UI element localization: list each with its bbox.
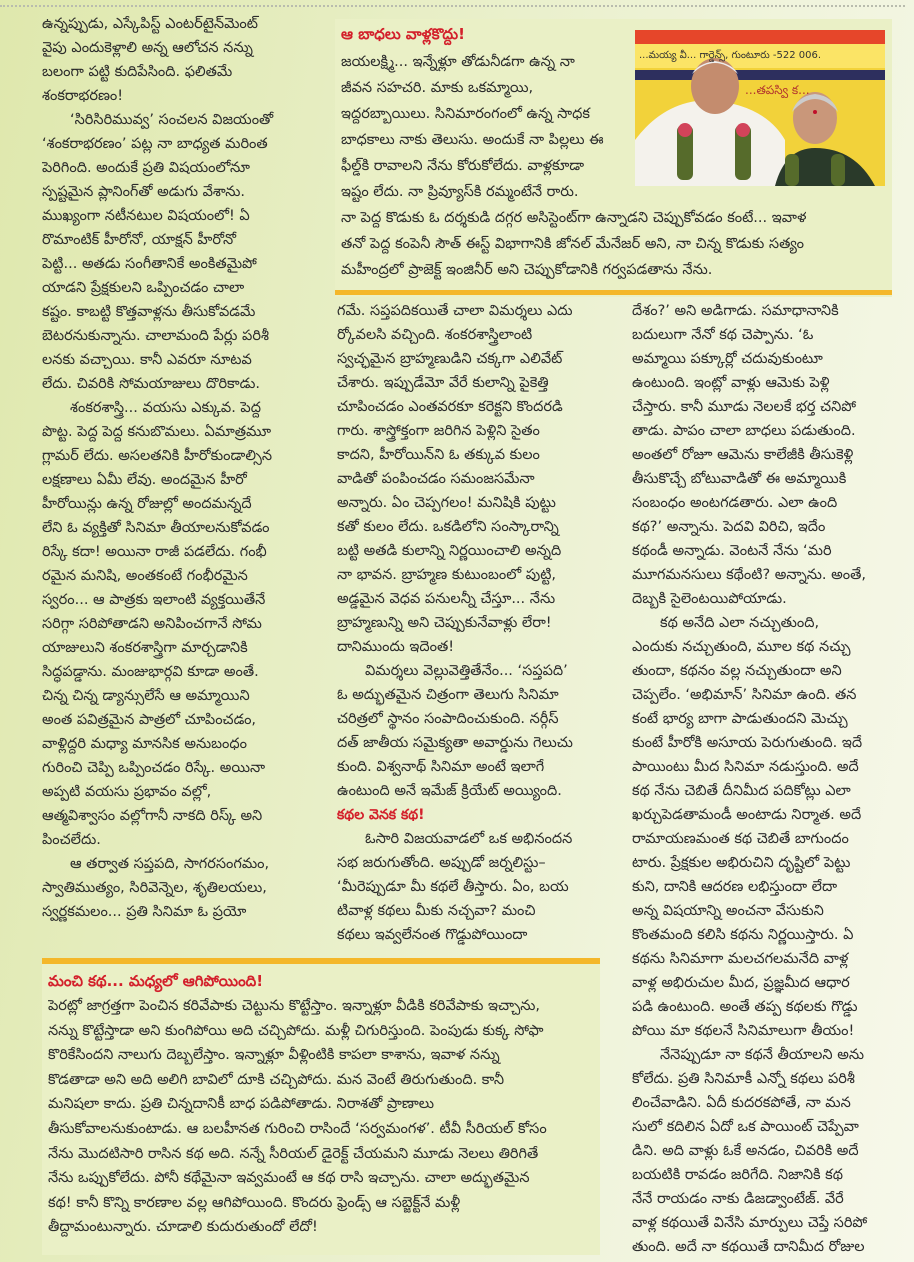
text-line: ఫీల్డ్‌కి రావాలని నేను కోరుకోలేదు. వాళ్లకూడా [341, 158, 585, 174]
text-line: కథ నేను చెబితే దీనిమీద పదికోట్లు ఎలా [632, 783, 851, 799]
paragraph [337, 299, 607, 659]
text-line: సరిగ్గా సరిపోతాడని అనిపించగానే సోమ [42, 616, 262, 632]
text-line: నేనే రాయడం నాకు డిజడ్వాంటేజ్. వేరే [632, 1191, 844, 1207]
text-line: వాళ్ల అభిరుచుల మీద, ప్రజ్ఞమీద ఆధార [632, 975, 850, 991]
text-line: శంకరాభరణం! [42, 88, 124, 104]
subheading: కథల వెనక కథ! [337, 807, 425, 823]
text-line: ఉంటుంది అనే ఇమేజ్ క్రియేట్ అయ్యింది. [337, 783, 562, 799]
text-line: లించేవాడిని. ఏదీ కుదరకపోతే, నా మన [632, 1095, 851, 1111]
text-line: నన్ను కొట్టేస్తాడా అని కుంగిపోయి అది చచ్చిపోదు. మళ్లీ చిగురిస్తుంది. పెంపుడు కుక్క సోఫా [48, 1022, 544, 1039]
text-line: లేదు. చివరికి సోమయాజులు దొరికాడు. [42, 376, 260, 392]
text-line: స్వరం... ఆ పాత్రకు ఇలాంటి వ్యక్తయితేనే [42, 592, 266, 608]
text-line: పాయింటు మీద సినిమా నడుస్తుంది. అదే [632, 759, 859, 775]
text-line: కతో కులం లేదు. ఒకడిలోని సంస్కారాన్ని [337, 519, 559, 535]
text-line: కథ! కానీ కొన్ని కారణాల వల్ల ఆగిపోయింది. కొందరు ఫ్రెండ్స్ ఆ సబ్జెక్ట్‌నే మళ్లీ [48, 1194, 461, 1211]
text-line: నా పెద్ద కొడుకు ఓ దర్శకుడి దగ్గర అసిస్టెంట్‌గా ఉన్నాడని చెప్పుకోవడం కంటే... ఇవాళ [341, 210, 807, 226]
text-line: హీరోయిన్లు ఉన్న రోజుల్లో అందమన్నదే [42, 496, 252, 512]
text-line: గురించి చెప్పి ఒప్పించడం రిస్కే. అయినా [42, 760, 266, 776]
text-line: అన్నారు. ఏం చెప్పగలం! మనిషికి పుట్టు [337, 495, 556, 511]
sidebar-box-story [42, 958, 600, 1255]
text-line: తాడు. పాపం చాలా బాధలు పడుతుంది. [632, 423, 856, 439]
text-line: చేశారు. ఇప్పుడేమో వేరే కులాన్ని పైకెత్తి [337, 375, 549, 391]
text-line: ఖర్చుపెడతామండీ అంటాడు నిర్మాత. అదే [632, 807, 862, 823]
text-line: దత్ జాతీయ సమైక్యతా అవార్డును గెలుచు [337, 735, 573, 751]
article-column-3 [632, 299, 907, 1259]
text-line: ఇద్దరబ్బాయిలు. సినిమారంగంలో ఉన్న సాధక [341, 106, 590, 122]
text-line: ఓసారి విజయవాడలో ఒక అభినందన [365, 831, 573, 847]
text-line: పెరట్లో జాగ్రత్తగా పెంచిన కరివేపాకు చెట్టును కొట్టేస్తాం. ఇన్నాళ్లూ వీడికి కరివేపాకు ఇచ్చాను, [48, 998, 541, 1014]
text-line: స్వర్ణకమలం... ప్రతి సినిమా ఓ ప్రయో [42, 904, 247, 920]
text-line: పించలేదు. [42, 832, 101, 848]
text-line: కంటే భార్య బాగా పాడుతుందని మెచ్చు [632, 711, 848, 727]
paragraph [42, 396, 327, 852]
text-line: దేశం?’ అని అడిగాడు. సమాధానానికి [632, 303, 839, 319]
text-line: ‘మీరెప్పుడూ మీ కథలే తీస్తారు. ఏం, బయ [337, 879, 569, 895]
text-line: రిస్కే కదా! అయినా రాజీ పడలేదు. గంభీ [42, 544, 267, 560]
text-line: పడి ఉంటుంది. అంతే తప్ప కథలకు గొడ్డు [632, 999, 858, 1015]
text-line: ఉన్నప్పుడు, ఎస్కేపిస్ట్ ఎంటర్‌టైన్‌మెంట్ [42, 16, 258, 32]
text-line: తుంది. అదే నా కథయితే దానిమీద రోజుల [632, 1239, 865, 1255]
text-line: జయలక్ష్మి... ఇన్నేళ్లూ తోడునీడగా ఉన్న నా [341, 54, 575, 70]
text-line: తనో పెద్ద కంపెనీ సౌత్ ఈస్ట్ విభాగానికి జోనల్ మేనేజర్ అని, నా చిన్న కొడుకు సత్యం [341, 236, 804, 252]
article-column-2 [337, 299, 607, 947]
text-line: లేని ఓ వ్యక్తితో సినిమా తీయాలనుకోవడం [42, 520, 270, 536]
text-line: పోయి మా కథలనే సినిమాలుగా తీయం! [632, 1023, 855, 1039]
text-line: కుంటే హీరోకి అసూయ పెరుగుతుంది. ఇదే [632, 735, 863, 751]
text-line: టారు. ప్రేక్షకుల అభిరుచిని దృష్టిలో పెట్టు [632, 855, 851, 871]
text-line: యాడని ప్రేక్షకులని ఒప్పించడం చాలా [42, 280, 245, 296]
text-line: అంతలో రోజూ ఆమెను కాలేజీకి తీసుకెళ్లి [632, 447, 854, 463]
paragraph [42, 108, 327, 396]
text-line: గమే. సప్తపదికయితే చాలా విమర్శలు ఎదు [337, 303, 573, 319]
text-line: ‘శంకరాభరణం’ పట్ల నా బాధ్యత మరింత [42, 136, 268, 152]
paragraph [632, 1043, 907, 1259]
text-line: ఇష్టం లేదు. నా ప్రివ్యూస్‌కి రమ్మంటేనే రారు. [341, 184, 579, 200]
text-line: ముఖ్యంగా నటీనటుల విషయంలో! ఏ [42, 208, 250, 224]
text-line: సిద్ధపడ్డాను. మంజుభార్గవి కూడా అంతే. [42, 664, 259, 680]
text-line: కష్టం. కాబట్టి కొత్తవాళ్లను తీసుకోవడమే [42, 304, 256, 320]
text-line: బలంగా పట్టి కుదిపేసింది. ఫలితమే [42, 64, 233, 80]
text-line: బదులుగా నేనో కథ చెప్పాను. ‘ఓ [632, 327, 814, 343]
paragraph [42, 12, 327, 108]
text-line: చూపించడం ఎంతవరకూ కరెక్టని కొందరడి [337, 399, 563, 415]
text-line: ఆ తర్వాత సప్తపది, సాగరసంగమం, [70, 856, 270, 872]
text-line: రామాయణమంత కథ చెబితే బాగుందం [632, 831, 849, 847]
text-line: వాళ్లిద్దరి మధ్యా మానసిక అనుబంధం [42, 736, 247, 752]
text-line: తుందా, కథనం వల్ల నచ్చుతుందా అని [632, 663, 842, 679]
orange-rule [335, 290, 892, 295]
article-column-1 [42, 12, 327, 924]
text-line: కథండీ అన్నాడు. వెంటనే నేను ‘మరి [632, 543, 832, 559]
text-line: స్వాతిముత్యం, సిరివెన్నెల, శృతిలయలు, [42, 880, 267, 896]
text-line: గారు. శాస్త్రోక్తంగా జరిగిన పెళ్లిని సైతం [337, 423, 540, 439]
text-line: కుంది. విశ్వనాథ్ సినిమా అంటే ఇలాగే [337, 759, 545, 775]
text-line: అప్పటి వయసు ప్రభావం వల్లో, [42, 784, 212, 800]
text-line: కథ?’ అన్నాను. పెదవి విరిచి, ఇదేం [632, 519, 826, 535]
text-line: మూగమనసులు కథేంటి? అన్నాను. అంతే, [632, 567, 866, 583]
text-line: లక్షణాలు ఏమీ లేవు. అందమైన హీరో [42, 472, 247, 488]
text-line: కొడతాడా అని అది అలిగి బావిలో దూకి చచ్చిపోదు. మన వెంటే తిరుగుతుంది. కానీ [48, 1071, 505, 1088]
text-line: నేను ఒప్పుకోలేదు. పోనీ కథేమైనా ఇవ్వమంటే ఆ కథ రాసి ఇచ్చాను. చాలా అద్భుతమైన [48, 1170, 530, 1187]
sidebar-heading: మంచి కథ... మధ్యలో ఆగిపోయింది! [48, 972, 264, 990]
text-line: వైపు ఎందుకెళ్లాలి అన్న ఆలోచన నన్ను [42, 40, 253, 56]
text-line: టివాళ్ల కథలు మీకు నచ్చవా? మంచి [337, 903, 536, 919]
text-line: తీసుకోవాలనుకుంటాడు. ఆ బలహీనత గురించి రాసిందే ‘సర్వమంగళ’. టీవీ సీరియల్ కోసం [48, 1120, 547, 1137]
sidebar-narrow-text [341, 49, 631, 205]
text-line: బెటరనుకున్నాను. చాలామంది పేర్లు పరిశీ [42, 328, 269, 344]
text-line: కొంతమంది కలిసి కథను నిర్ణయిస్తారు. ఏ [632, 927, 854, 943]
sidebar-body [48, 994, 547, 1240]
text-line: పొట్ట. పెద్ద పెద్ద కనుబొమలు. ఏమాత్రమూ [42, 424, 272, 440]
text-line: కథ అనేది ఎలా నచ్చుతుంది, [660, 615, 820, 631]
paragraph [337, 659, 607, 803]
text-line: చిన్న చిన్న డ్యాన్సులేసే ఆ అమ్మాయిని [42, 688, 250, 704]
text-line: మనిషలా కాదు. ప్రతి చిన్నదానికీ బాధ పడిపోతాడు. నిరాశతో ప్రాణాలు [48, 1096, 435, 1113]
text-line: సభ జరుగుతోంది. అప్పుడో జర్నలిస్టు– [337, 855, 546, 871]
orange-rule [42, 958, 600, 964]
text-line: అమ్మాయి పక్కూర్లో చదువుకుంటూ [632, 351, 823, 367]
text-line: దానిముందు ఇదెంత! [337, 639, 455, 655]
top-dotted-rule [0, 5, 905, 7]
text-line: ఉంటుంది. ఇంట్లో వాళ్లు ఆమెకు పెళ్లి [632, 375, 830, 391]
text-line: రమైన మనిషి, అంతకంటే గంభీరమైన [42, 568, 248, 584]
text-line: పెరిగింది. అందుకే ప్రతి విషయంలోనూ [42, 160, 250, 176]
text-line: చరిత్రలో స్థానం సంపాదించుకుంది. నర్గీస్ [337, 711, 559, 727]
text-line: బాధకాలు నాకు తెలుసు. అందుకే నా పిల్లలు ఈ [341, 132, 604, 148]
text-line: కుని, దానికి ఆదరణ లభిస్తుందా లేదా [632, 879, 838, 895]
text-line: కోలేదు. ప్రతి సినిమాకీ ఎన్నో కథలు పరిశీ [632, 1071, 855, 1087]
text-line: దెబ్బకి సైలెంటయిపోయాడు. [632, 591, 787, 607]
paragraph [337, 827, 607, 947]
text-line: నేను మొదటిసారి రాసిన కథ అది. నన్నే సీరియల్ డైరెక్ట్ చేయమని మూడు నెలలు తిరిగితే [48, 1145, 539, 1162]
text-line: ఆత్మవిశ్వాసం వల్లోగానీ నాకది రిస్క్ అని [42, 808, 263, 824]
text-line: విమర్శలు వెల్లువెత్తితేనేం... ‘సప్తపది’ [365, 663, 568, 679]
text-line: స్వచ్ఛమైన బ్రాహ్మణుడిని చక్కగా ఎలివేట్ [337, 351, 563, 367]
text-line: శంకరశాస్త్రి... వయసు ఎక్కువ. పెద్ద [70, 400, 261, 416]
text-line: వాడితో పంపించడం సమంజసమేనా [337, 471, 535, 487]
text-line: చెప్పలేం. ‘అభిమాన్’ సినిమా ఉంది. తన [632, 687, 857, 703]
text-line: అన్న విషయాన్ని అంచనా వేసుకుని [632, 903, 824, 919]
text-line: రొమాంటిక్ హీరోనో, యాక్షన్ హీరోనో [42, 232, 237, 248]
text-line: ఓ అద్భుతమైన చిత్రంగా తెలుగు సినిమా [337, 687, 559, 703]
text-line: సంబంధం అంటగడతారు. ఎలా ఉంది [632, 495, 838, 511]
photo-banner-text: ...మయ్య వీ... గార్డెన్స్, గుంటూరు -522 006. [639, 50, 822, 61]
text-line: నేనెప్పుడూ నా కథనే తీయాలని అను [660, 1047, 865, 1063]
text-line: పెట్టి... అతడు సంగీతానికే అంకితమైపో [42, 256, 257, 272]
text-line: డిని. అది వాళ్లు ఓకే అనడం, చివరికి అదే [632, 1143, 859, 1159]
photo-banner-text-2: ...తపస్వి క... [745, 83, 810, 97]
text-line: తీద్దామంటున్నారు. చూడాలి కుదురుతుందో లేదో! [48, 1219, 318, 1236]
text-line: అడ్డమైన వెధవ పనులన్నీ చేస్తూ... నేను [337, 591, 556, 607]
text-line: జీవన సహచరి. మాకు ఒకమ్మాయి, [341, 80, 534, 96]
text-line: ‘సిరిసిరిమువ్వ’ సంచలన విజయంతో [70, 112, 274, 128]
couple-photo [635, 30, 885, 186]
paragraph [42, 852, 327, 924]
text-line: బ్రాహ్మణున్ని అని చెప్పుకునేవాళ్లు లేరా! [337, 615, 552, 631]
sidebar-heading: ఆ బాధలు వాళ్లకొద్దు! [341, 25, 465, 43]
text-line: ఎందుకు నచ్చుతుంది, మూల కథ నచ్చు [632, 639, 851, 655]
text-line: మహీంద్రలో ప్రాజెక్ట్ ఇంజినీర్ అని చెప్పుకోడానికి గర్వపడతాను నేను. [341, 262, 713, 278]
text-line: బట్టి అతడి కులాన్ని నిర్ణయించాలి అన్నది [337, 543, 562, 559]
text-line: కథను సినిమాగా మలచగలమనేది వాళ్ల [632, 951, 849, 967]
text-line: స్పష్టమైన ప్లానింగ్‌తో అడుగు వేశాను. [42, 184, 246, 200]
text-line: బయటికి రావడం జరిగేది. నిజానికి కథ [632, 1167, 843, 1183]
text-line: వాళ్ల కథయితే వినేసి మార్పులు చెప్తే సరిపో [632, 1215, 868, 1231]
text-line: లనకు వచ్చాయి. కానీ ఎవరూ నూటవ [42, 352, 252, 368]
text-line: గ్లామర్ లేదు. అసలతనికి హీరోకుండాల్సిన [42, 448, 273, 464]
text-line: ర్కోవలసి వచ్చింది. శంకరశాస్త్రిలాంటి [337, 327, 533, 343]
sidebar-wide-text [341, 205, 806, 283]
text-line: కాదని, హీరోయిన్‌ని ఓ తక్కువ కులం [337, 447, 540, 463]
text-line: చేస్తారు. కానీ మూడు నెలలకే భర్త చనిపో [632, 399, 857, 415]
text-line: కథలు ఇవ్వలేనంత గొడ్డుపోయిందా [337, 927, 528, 943]
text-line: కొరికేసిందని నాలుగు దెబ్బలేస్తాం. ఇన్నాళ్లూ వీళ్లింటికి కాపలా కాశాను, ఇవాళ నన్ను [48, 1047, 500, 1064]
text-line: సులో కదిలిన ఏదో ఒక పాయింట్ చెప్పేవా [632, 1119, 859, 1135]
sidebar-box-family [335, 19, 892, 297]
paragraph [632, 611, 907, 1043]
text-line: అంత పవిత్రమైన పాత్రలో చూపించడం, [42, 712, 257, 728]
paragraph [632, 299, 907, 611]
text-line: నా భావన. బ్రాహ్మణ కుటుంబంలో పుట్టి, [337, 567, 556, 583]
text-line: యాజులుని శంకరశాస్త్రిగా మార్చడానికి [42, 640, 248, 656]
text-line: తీసుకొచ్చే బోటువాడితో ఈ అమ్మాయికి [632, 471, 847, 487]
